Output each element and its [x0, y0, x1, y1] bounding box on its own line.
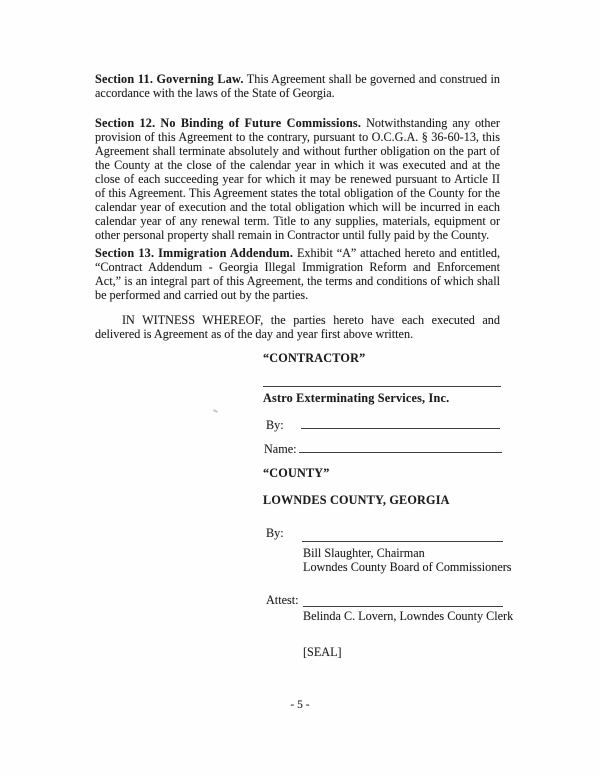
- attest-signer: Belinda C. Lovern, Lowndes County Clerk: [303, 609, 514, 623]
- scan-speck: [213, 409, 218, 413]
- section-13-paragraph: [95, 246, 500, 302]
- section-13-label: Section 13.: [95, 246, 155, 260]
- county-signer: Bill Slaughter, Chairman: [303, 546, 425, 560]
- section-11-body: This Agreement shall be governed and construed in accordance with the laws of the State of Georgia.: [95, 72, 501, 100]
- county-signer-org: Lowndes County Board of Commissioners: [303, 560, 512, 574]
- county-heading: “COUNTY”: [263, 466, 330, 480]
- witness-clause: IN WITNESS WHEREOF, the parties hereto have each executed and delivered is Agreement as of the day and year first above written.: [95, 313, 500, 341]
- contractor-by-line: [301, 428, 500, 429]
- county-name: LOWNDES COUNTY, GEORGIA: [263, 493, 450, 507]
- contractor-by-label: By:: [266, 418, 284, 432]
- section-13-body: Exhibit “A” attached hereto and entitled, “Contract Addendum - Georgia Illegal Immigration Reform and Enforcement Act,” is an integral part of this Agreement, the terms and conditions of which shall be performed and carried out by the parties.: [95, 246, 500, 302]
- page-number: - 5 -: [290, 699, 310, 711]
- contractor-signature-line: [263, 386, 501, 387]
- section-11-label: Section 11.: [95, 72, 154, 86]
- section-12-title: No Binding of Future Commissions.: [160, 116, 362, 130]
- contractor-name-line: [299, 452, 502, 453]
- section-12-paragraph: [95, 116, 500, 242]
- county-by-line: [302, 541, 503, 542]
- county-by-label: By:: [266, 526, 284, 540]
- contractor-heading: “CONTRACTOR”: [263, 351, 366, 365]
- section-12-label: Section 12.: [95, 116, 156, 130]
- attest-label: Attest:: [266, 593, 299, 607]
- contractor-name: Astro Exterminating Services, Inc.: [263, 391, 450, 405]
- contractor-name-label: Name:: [264, 442, 297, 456]
- section-12-body: Notwithstanding any other provision of this Agreement to the contrary, pursuant to O.C.G.A. § 36-60-13, this Agreement shall terminate absolutely and without further obligation on the part of the County at the close of the calendar year in which it was executed and at the close of each succeeding year for which it may be renewed pursuant to Article II of this Agreement. This Agreement states the total obligation of the County for the calendar year of execution and the total obligation which will be incurred in each calendar year of any renewal term. Title to any supplies, materials, equipment or other personal property shall remain in Contractor until fully paid by the County.: [95, 116, 500, 242]
- seal-label: [SEAL]: [303, 645, 342, 659]
- section-11-title: Governing Law.: [156, 72, 244, 86]
- section-13-title: Immigration Addendum.: [158, 246, 294, 260]
- attest-line: [303, 606, 503, 607]
- section-11-paragraph: [95, 72, 500, 100]
